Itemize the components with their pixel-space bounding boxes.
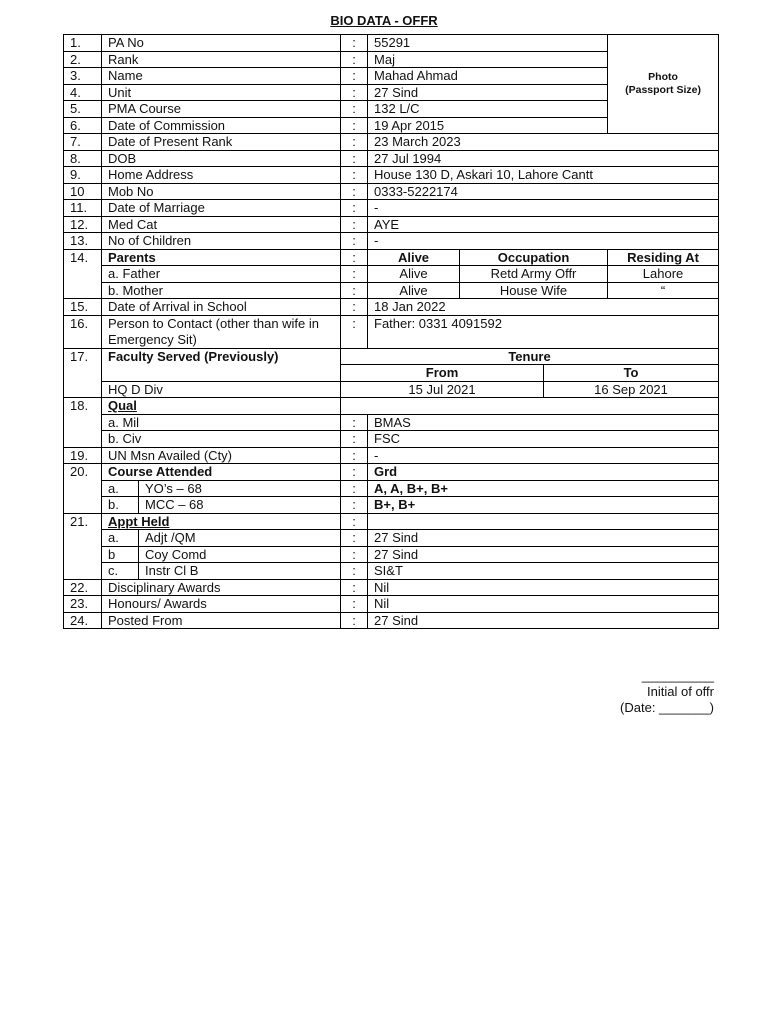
row-appt-header: [64, 513, 719, 530]
course-name: YO’s – 68: [139, 480, 341, 497]
course-grade: B+, B+: [368, 497, 719, 514]
mother-occupation: House Wife: [460, 282, 608, 299]
row-number: 19.: [64, 447, 102, 464]
row-value: AYE: [368, 216, 719, 233]
empty-cell: [368, 513, 719, 530]
row-mother: [64, 282, 719, 299]
separator: :: [341, 51, 368, 68]
separator: :: [341, 464, 368, 481]
separator: :: [341, 216, 368, 233]
row-mob-no: [64, 183, 719, 200]
row-number: 4.: [64, 84, 102, 101]
appt-value: SI&T: [368, 563, 719, 580]
row-value: 0333-5222174: [368, 183, 719, 200]
row-no-of-children: [64, 233, 719, 250]
father-occupation: Retd Army Offr: [460, 266, 608, 283]
separator: :: [341, 299, 368, 316]
row-label: Qual: [102, 398, 341, 415]
separator: :: [341, 84, 368, 101]
row-label: Person to Contact (other than wife in Emergency Sit): [102, 315, 341, 348]
row-number: 21.: [64, 513, 102, 579]
separator: :: [341, 447, 368, 464]
row-number: 7.: [64, 134, 102, 151]
row-date-of-arrival: [64, 299, 719, 316]
row-parents-header: [64, 249, 719, 266]
separator: :: [341, 612, 368, 629]
row-home-address: [64, 167, 719, 184]
mother-alive: Alive: [368, 282, 460, 299]
row-value: Father: 0331 4091592: [368, 315, 719, 348]
row-label: Unit: [102, 84, 341, 101]
row-number: 17.: [64, 348, 102, 398]
row-number: 15.: [64, 299, 102, 316]
row-number: 22.: [64, 579, 102, 596]
separator: :: [341, 480, 368, 497]
empty-cell: [341, 398, 719, 415]
date-label: (Date: _______): [620, 700, 714, 715]
row-honours-awards: [64, 596, 719, 613]
separator: :: [341, 200, 368, 217]
officer-initial-block: [620, 668, 714, 716]
row-value: BMAS: [368, 414, 719, 431]
row-number: 23.: [64, 596, 102, 613]
row-appt-item: [64, 530, 719, 547]
row-number: 10: [64, 183, 102, 200]
row-label: Date of Arrival in School: [102, 299, 341, 316]
row-number: 1.: [64, 35, 102, 52]
row-father: [64, 266, 719, 283]
row-label: Date of Present Rank: [102, 134, 341, 151]
row-value: 27 Sind: [368, 612, 719, 629]
row-label: a. Mil: [102, 414, 341, 431]
separator: :: [341, 183, 368, 200]
separator: :: [341, 249, 368, 266]
row-number: 5.: [64, 101, 102, 118]
appt-value: 27 Sind: [368, 530, 719, 547]
row-number: 12.: [64, 216, 102, 233]
separator: :: [341, 117, 368, 134]
row-qual-header: [64, 398, 719, 415]
parents-header-occupation: Occupation: [460, 249, 608, 266]
row-label: PA No: [102, 35, 341, 52]
initial-label: Initial of offr: [647, 684, 714, 699]
row-label: Rank: [102, 51, 341, 68]
row-label: Appt Held: [102, 513, 341, 530]
row-dob: [64, 150, 719, 167]
item-index: c.: [102, 563, 139, 580]
row-number: 11.: [64, 200, 102, 217]
row-value: 23 March 2023: [368, 134, 719, 151]
document-title: BIO DATA - OFFR: [330, 13, 438, 28]
row-value: Nil: [368, 596, 719, 613]
row-value: Nil: [368, 579, 719, 596]
grade-header: Grd: [368, 464, 719, 481]
appt-name: Instr Cl B: [139, 563, 341, 580]
tenure-from-value: 15 Jul 2021: [341, 381, 544, 398]
row-number: 24.: [64, 612, 102, 629]
photo-size-label: (Passport Size): [625, 84, 701, 96]
row-label: Course Attended: [102, 464, 341, 481]
row-number: 16.: [64, 315, 102, 348]
parents-header-alive: Alive: [368, 249, 460, 266]
course-name: MCC – 68: [139, 497, 341, 514]
row-label: a. Father: [102, 266, 341, 283]
row-number: 2.: [64, 51, 102, 68]
row-label: Faculty Served (Previously): [102, 348, 341, 381]
row-course-item: [64, 480, 719, 497]
tenure-to-header: To: [544, 365, 719, 382]
parents-header-residing: Residing At: [608, 249, 719, 266]
row-label: UN Msn Availed (Cty): [102, 447, 341, 464]
separator: :: [341, 414, 368, 431]
row-number: 3.: [64, 68, 102, 85]
separator: :: [341, 266, 368, 283]
item-index: a.: [102, 480, 139, 497]
row-value: Mahad Ahmad: [368, 68, 608, 85]
item-index: b.: [102, 497, 139, 514]
row-value: -: [368, 233, 719, 250]
row-number: 14.: [64, 249, 102, 299]
separator: :: [341, 35, 368, 52]
row-course-item: [64, 497, 719, 514]
row-posted-from: [64, 612, 719, 629]
separator: :: [341, 596, 368, 613]
separator: :: [341, 497, 368, 514]
row-qual-mil: [64, 414, 719, 431]
row-un-msn: [64, 447, 719, 464]
separator: :: [341, 167, 368, 184]
row-value: FSC: [368, 431, 719, 448]
separator: :: [341, 68, 368, 85]
row-label: Disciplinary Awards: [102, 579, 341, 596]
row-label: Home Address: [102, 167, 341, 184]
row-date-of-present-rank: [64, 134, 719, 151]
row-label: Mob No: [102, 183, 341, 200]
row-label: No of Children: [102, 233, 341, 250]
row-value: -: [368, 447, 719, 464]
separator: :: [341, 315, 368, 348]
row-value: House 130 D, Askari 10, Lahore Cantt: [368, 167, 719, 184]
tenure-to-value: 16 Sep 2021: [544, 381, 719, 398]
row-course-header: [64, 464, 719, 481]
separator: :: [341, 579, 368, 596]
row-value: 19 Apr 2015: [368, 117, 608, 134]
row-label: Name: [102, 68, 341, 85]
separator: :: [341, 513, 368, 530]
tenure-from-header: From: [341, 365, 544, 382]
separator: :: [341, 530, 368, 547]
row-pa-no: [64, 35, 719, 52]
row-person-to-contact: [64, 315, 719, 348]
bio-data-table: [63, 34, 719, 629]
appt-value: 27 Sind: [368, 546, 719, 563]
row-med-cat: [64, 216, 719, 233]
separator: :: [341, 233, 368, 250]
signature-line: __________: [641, 668, 714, 683]
row-label: Med Cat: [102, 216, 341, 233]
row-label: Date of Marriage: [102, 200, 341, 217]
row-disciplinary-awards: [64, 579, 719, 596]
row-value: 27 Jul 1994: [368, 150, 719, 167]
separator: :: [341, 282, 368, 299]
row-label: PMA Course: [102, 101, 341, 118]
row-date-of-marriage: [64, 200, 719, 217]
father-alive: Alive: [368, 266, 460, 283]
item-index: a.: [102, 530, 139, 547]
row-value: 27 Sind: [368, 84, 608, 101]
row-number: 9.: [64, 167, 102, 184]
row-value: 18 Jan 2022: [368, 299, 719, 316]
row-number: 18.: [64, 398, 102, 448]
row-faculty-header: [64, 348, 719, 365]
item-index: b: [102, 546, 139, 563]
row-value: 55291: [368, 35, 608, 52]
row-label: DOB: [102, 150, 341, 167]
separator: :: [341, 546, 368, 563]
row-label: Honours/ Awards: [102, 596, 341, 613]
faculty-name: HQ D Div: [102, 381, 341, 398]
father-residing: Lahore: [608, 266, 719, 283]
photo-label: Photo: [648, 71, 678, 83]
row-label: b. Mother: [102, 282, 341, 299]
row-number: 20.: [64, 464, 102, 514]
row-label: Posted From: [102, 612, 341, 629]
course-grade: A, A, B+, B+: [368, 480, 719, 497]
row-appt-item: [64, 546, 719, 563]
row-number: 6.: [64, 117, 102, 134]
appt-name: Coy Comd: [139, 546, 341, 563]
appt-name: Adjt /QM: [139, 530, 341, 547]
row-value: 132 L/C: [368, 101, 608, 118]
separator: :: [341, 431, 368, 448]
row-appt-item: [64, 563, 719, 580]
separator: :: [341, 563, 368, 580]
separator: :: [341, 101, 368, 118]
row-label: b. Civ: [102, 431, 341, 448]
photo-box: [608, 35, 719, 134]
separator: :: [341, 134, 368, 151]
row-value: -: [368, 200, 719, 217]
row-faculty-entry: [64, 381, 719, 398]
separator: :: [341, 150, 368, 167]
row-number: 8.: [64, 150, 102, 167]
row-number: 13.: [64, 233, 102, 250]
row-value: Maj: [368, 51, 608, 68]
row-label: Parents: [102, 249, 341, 266]
row-qual-civ: [64, 431, 719, 448]
mother-residing: “: [608, 282, 719, 299]
row-label: Date of Commission: [102, 117, 341, 134]
tenure-header: Tenure: [341, 348, 719, 365]
